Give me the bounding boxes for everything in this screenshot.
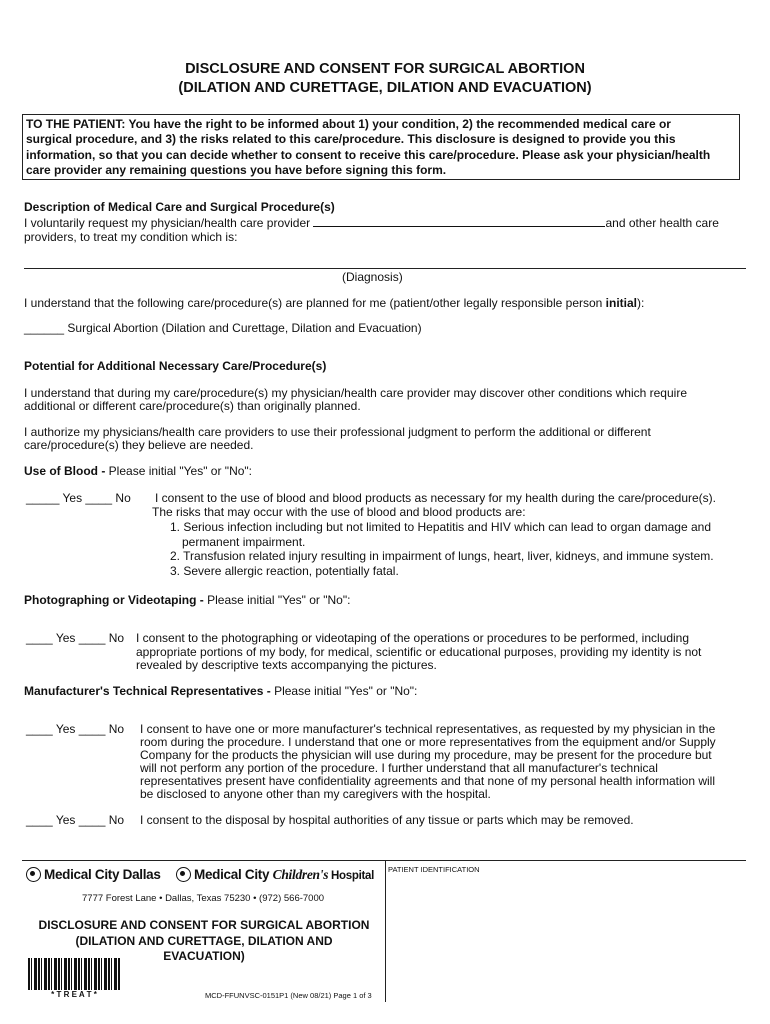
photo-consent-line3: revealed by descriptive texts accompanying the pictures. <box>136 658 437 672</box>
blood-heading-bold: Use of Blood - <box>24 464 109 478</box>
additional-p2-line1: I authorize my physicians/health care providers to use their professional judgment to perform the additional or different <box>24 425 651 439</box>
rep-consent-line5: representatives present have confidentiality agreements and that none of my personal health information will <box>140 774 715 788</box>
description-line1-end: and other health care <box>605 216 719 230</box>
notice-line: information, so that you can decide whether to consent to receive this care/procedure. Please ask your physician/health <box>26 147 711 162</box>
notice-line: surgical procedure, and 3) the risks related to this care/procedure. This disclosure is designed to provide you this <box>26 132 676 147</box>
hospital-address: 7777 Forest Lane • Dallas, Texas 75230 • (972) 566-7000 <box>82 893 325 904</box>
diagnosis-field[interactable] <box>24 268 746 269</box>
footer-title-line3: EVACUATION) <box>163 949 245 963</box>
procedure-initial-field[interactable]: ______ <box>24 321 65 335</box>
logo2-text-a: Medical City <box>194 867 273 882</box>
photo-instruction: Please initial "Yes" or "No": <box>207 593 351 607</box>
notice-line: care provider any remaining questions you have before signing this form. <box>26 162 447 177</box>
photo-heading <box>24 593 350 607</box>
planned-procedures-text <box>24 296 644 310</box>
procedure-line <box>24 321 422 335</box>
photo-consent-line2: appropriate portions of my body, for medical, scientific or educational purposes, providing my identity is not <box>136 645 702 659</box>
medical-city-logo-icon <box>26 867 41 882</box>
rep-consent-line2: room during the procedure. I understand that one or more representatives from the equipment and/or Supply <box>140 735 716 749</box>
logo2-text-b: Children's <box>272 867 329 882</box>
planned-start: I understand that the following care/procedure(s) are planned for me (patient/other legally responsible person <box>24 296 606 310</box>
photo-yes-no-field[interactable]: ____ Yes ____ No <box>26 631 125 645</box>
rep-consent-line3: Company for the products the physician will use during my procedure, may be present for the procedure but <box>140 748 712 762</box>
blood-instruction: Please initial "Yes" or "No": <box>108 464 253 478</box>
additional-p1-line1: I understand that during my care/procedure(s) my physician/health care provider may discover other conditions which require <box>24 386 687 400</box>
blood-risk-3: 3. Severe allergic reaction, potentially fatal. <box>170 564 399 578</box>
blood-consent-line1: I consent to the use of blood and blood products as necessary for my health during the care/procedure(s). <box>155 491 716 505</box>
footer-title-line2: (DILATION AND CURETTAGE, DILATION AND <box>75 934 333 948</box>
footer-divider <box>22 860 746 861</box>
document-title-line2: (DILATION AND CURETTAGE, DILATION AND EVACUATION) <box>178 80 592 96</box>
footer-title-line1: DISCLOSURE AND CONSENT FOR SURGICAL ABORTION <box>38 918 370 932</box>
photo-consent-line1: I consent to the photographing or videotaping of the operations or procedures to be performed, including <box>136 631 690 645</box>
medical-city-dallas-logo <box>26 867 161 882</box>
description-heading: Description of Medical Care and Surgical Procedure(s) <box>24 200 335 214</box>
description-line1 <box>24 215 719 230</box>
rep-consent-line6: be disclosed to anyone other than my caregivers with the hospital. <box>140 787 491 801</box>
rep-heading-bold: Manufacturer's Technical Representatives - <box>24 684 275 698</box>
description-line2: providers, to treat my condition which is: <box>24 230 238 244</box>
logo1-text: Medical City Dallas <box>44 867 161 882</box>
photo-heading-bold: Photographing or Videotaping - <box>24 593 208 607</box>
notice-line: TO THE PATIENT: You have the right to be informed about 1) your condition, 2) the recommended medical care or <box>26 117 671 131</box>
document-title-line1: DISCLOSURE AND CONSENT FOR SURGICAL ABORTION <box>185 61 585 77</box>
patient-identification-label: PATIENT IDENTIFICATION <box>388 865 480 874</box>
procedure-name: Surgical Abortion (Dilation and Curettage, Dilation and Evacuation) <box>67 321 422 335</box>
disposal-yes-no-field[interactable]: ____ Yes ____ No <box>26 813 125 827</box>
medical-city-logo-icon <box>176 867 191 882</box>
rep-yes-no-field[interactable]: ____ Yes ____ No <box>26 722 125 736</box>
barcode-text: * T R E A T * <box>51 990 97 999</box>
planned-bold: initial <box>605 296 638 310</box>
blood-risk-2: 2. Transfusion related injury resulting in impairment of lungs, heart, liver, kidneys, and immune system. <box>170 549 714 563</box>
diagnosis-label: (Diagnosis) <box>342 270 403 284</box>
blood-heading <box>24 464 252 478</box>
rep-heading <box>24 684 417 698</box>
blood-risk-1: 1. Serious infection including but not limited to Hepatitis and HIV which can lead to organ damage and <box>170 520 711 534</box>
patient-notice-box <box>22 114 740 180</box>
additional-p1-line2: additional or different care/procedure(s) than originally planned. <box>24 399 361 413</box>
rep-consent-line1: I consent to have one or more manufacturer's technical representatives, as requested by my physician in the <box>140 722 716 736</box>
provider-name-field[interactable] <box>313 215 605 227</box>
blood-risk-1-cont: permanent impairment. <box>182 535 306 549</box>
description-line1-start: I voluntarily request my physician/health care provider <box>24 216 311 230</box>
disposal-consent-line1: I consent to the disposal by hospital authorities of any tissue or parts which may be removed. <box>140 813 634 827</box>
planned-end: ): <box>637 296 645 310</box>
logo2-text-c: Hospital <box>328 870 375 882</box>
blood-yes-no-field[interactable]: _____ Yes ____ No <box>26 491 131 505</box>
additional-care-heading: Potential for Additional Necessary Care/Procedure(s) <box>24 359 327 373</box>
blood-consent-line2: The risks that may occur with the use of blood and blood products are: <box>152 505 526 519</box>
form-code: MCD-FFUNVSC-0151P1 (New 08/21) Page 1 of 3 <box>205 991 372 1000</box>
barcode <box>28 958 120 990</box>
medical-city-childrens-logo <box>176 867 374 883</box>
footer-vertical-divider <box>385 860 386 1002</box>
rep-consent-line4: will not perform any portion of the procedure. I further understand that all manufacturer's technical <box>140 761 658 775</box>
rep-instruction: Please initial "Yes" or "No": <box>274 684 418 698</box>
additional-p2-line2: care/procedure(s) they believe are needed. <box>24 438 254 452</box>
